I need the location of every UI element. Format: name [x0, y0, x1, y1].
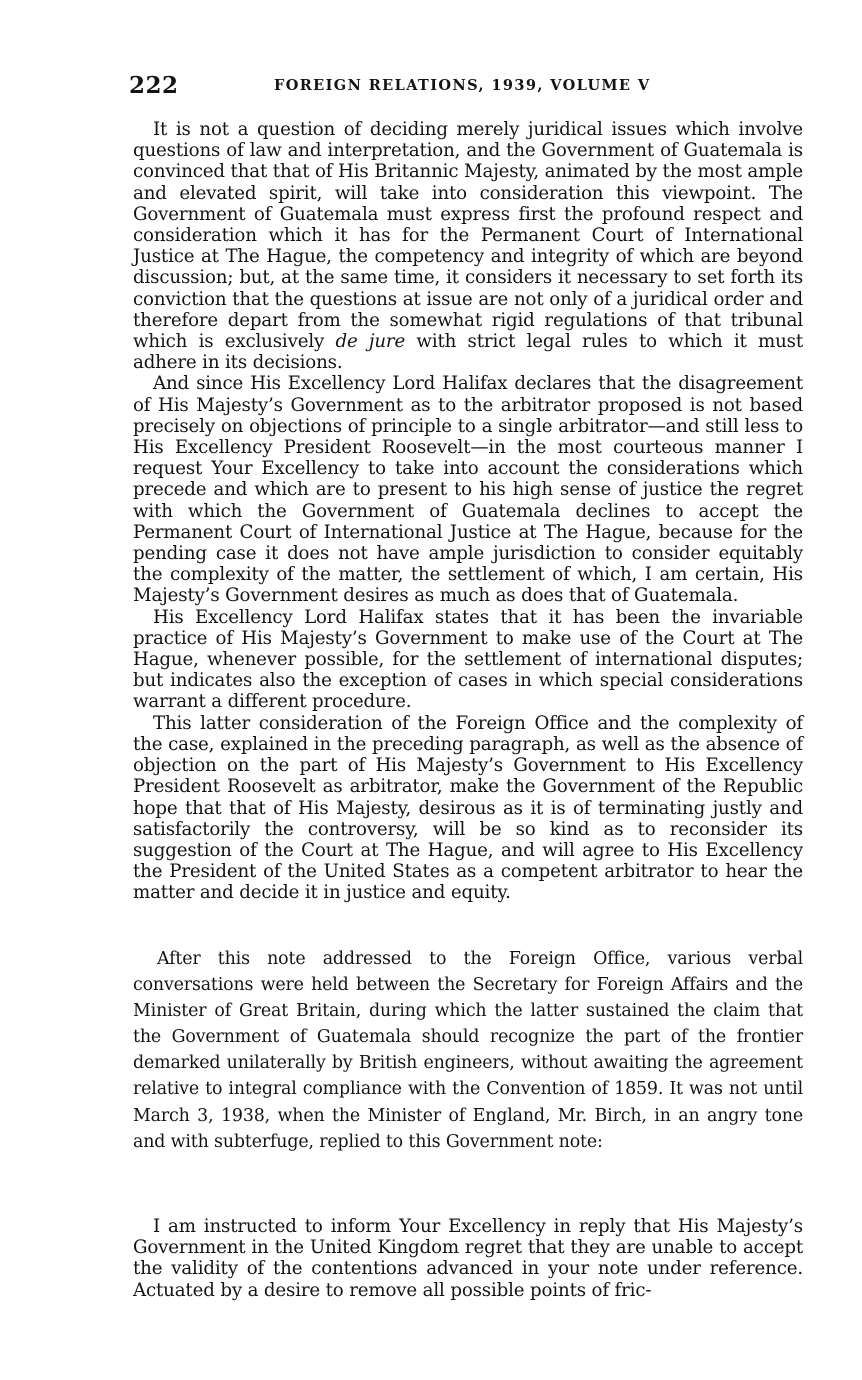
quote-paragraph-text: It is not a question of deciding merely juridical issues which involve questions of law and interpretation, and the Government of Guatemala is convinced that that of His Britannic Majesty, animated by the most ample and elevated spirit, will take into consideration this viewpoint. The Government of Guatemala must express first the profound respect and consideration which it has for the Permanent Court of International Justice at The Hague, the competency and integrity of which are beyond discussion; but, at the same time, it considers it necessary to set forth its conviction that the questions at issue are not only of a juridical order and therefore depart from the somewhat rigid regulations of that tribunal which is exclusively [133, 119, 803, 353]
page-header [129, 72, 729, 102]
narrative-block [133, 946, 803, 1155]
quote-paragraph [133, 119, 803, 373]
running-head: FOREIGN RELATIONS, 1939, VOLUME V [274, 77, 651, 94]
quoted-note-block [133, 119, 803, 904]
quote-paragraph: And since His Excellency Lord Halifax declares that the disagreement of His Majesty’s Government as to the arbitrator proposed is not based precisely on objections of principle to a single arbitrator—and still less to His Excellency President Roosevelt—in the most courteous manner I request Your Excellency to take into account the considerations which precede and which are to present to his high sense of justice the regret with which the Government of Guatemala declines to accept the Permanent Court of International Justice at The Hague, because for the pending case it does not have ample jurisdiction to consider equitably the complexity of the matter, the settlement of which, I am certain, His Majesty’s Government desires as much as does that of Guatemala. [133, 373, 803, 607]
quoted-reply-block [133, 1216, 803, 1301]
quote-paragraph: I am instructed to inform Your Excellency in reply that His Majesty’s Government in the United Kingdom regret that they are unable to accept the validity of the contentions advanced in your note under reference. Actuated by a desire to remove all possible points of fric- [133, 1216, 803, 1301]
quote-paragraph-text: with strict legal rules to which it must adhere in its decisions. [133, 331, 803, 374]
italic-term: de jure [335, 331, 406, 353]
quote-paragraph: This latter consideration of the Foreign Office and the complexity of the case, explained in the preceding paragraph, as well as the absence of objection on the part of His Majesty’s Government to His Excellency President Roosevelt as arbitrator, make the Government of the Republic hope that that of His Majesty, desirous as it is of terminating justly and satisfactorily the controversy, will be so kind as to reconsider its suggestion of the Court at The Hague, and will agree to His Excellency the President of the United States as a competent arbitrator to hear the matter and decide it in justice and equity. [133, 712, 803, 904]
page-number: 222 [129, 72, 179, 99]
quote-paragraph: His Excellency Lord Halifax states that it has been the invariable practice of His Majesty’s Government to make use of the Court at The Hague, whenever possible, for the settlement of international disputes; but indicates also the exception of cases in which special considerations warrant a different procedure. [133, 606, 803, 713]
narrative-paragraph: After this note addressed to the Foreign Office, various verbal conversations were held between the Secretary for Foreign Affairs and the Minister of Great Britain, during which the latter sustained the claim that the Government of Guatemala should recognize the part of the frontier demarked unilaterally by British engineers, without awaiting the agreement relative to integral compliance with the Convention of 1859. It was not until March 3, 1938, when the Minister of England, Mr. Birch, in an angry tone and with subterfuge, replied to this Government note: [133, 949, 803, 1152]
